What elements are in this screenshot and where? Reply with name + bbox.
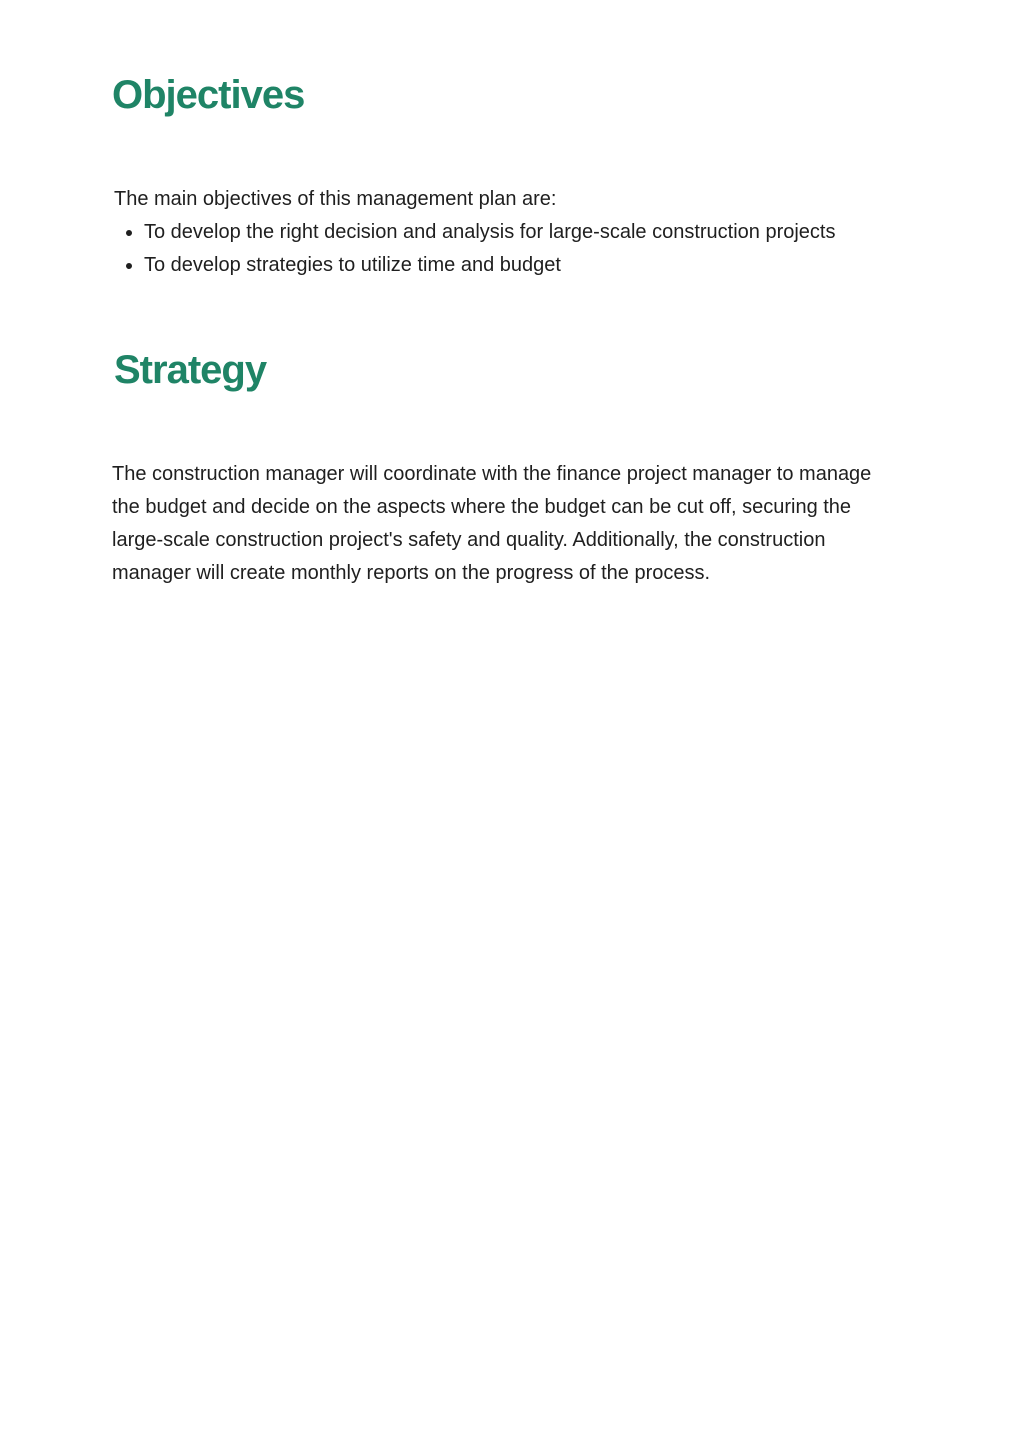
list-item	[144, 216, 914, 249]
strategy-paragraph: The construction manager will coordinate with the finance project manager to manage the budget and decide on the aspects where the budget can be cut off, securing the large-scale construction project's safety and quality. Additionally, the construction manager will create monthly reports on the progress of the process.	[112, 463, 872, 584]
list-item-text: To develop the right decision and analysis for large-scale construction projects	[144, 221, 836, 243]
strategy-heading: Strategy	[114, 348, 267, 392]
objectives-intro: The main objectives of this management plan are:	[114, 188, 557, 210]
objectives-heading: Objectives	[112, 73, 305, 117]
list-item-text: To develop strategies to utilize time and budget	[144, 254, 561, 276]
objectives-section	[114, 183, 914, 282]
list-item	[144, 249, 914, 282]
bullet-icon	[126, 263, 132, 269]
bullet-icon	[126, 230, 132, 236]
objectives-list	[114, 216, 914, 282]
